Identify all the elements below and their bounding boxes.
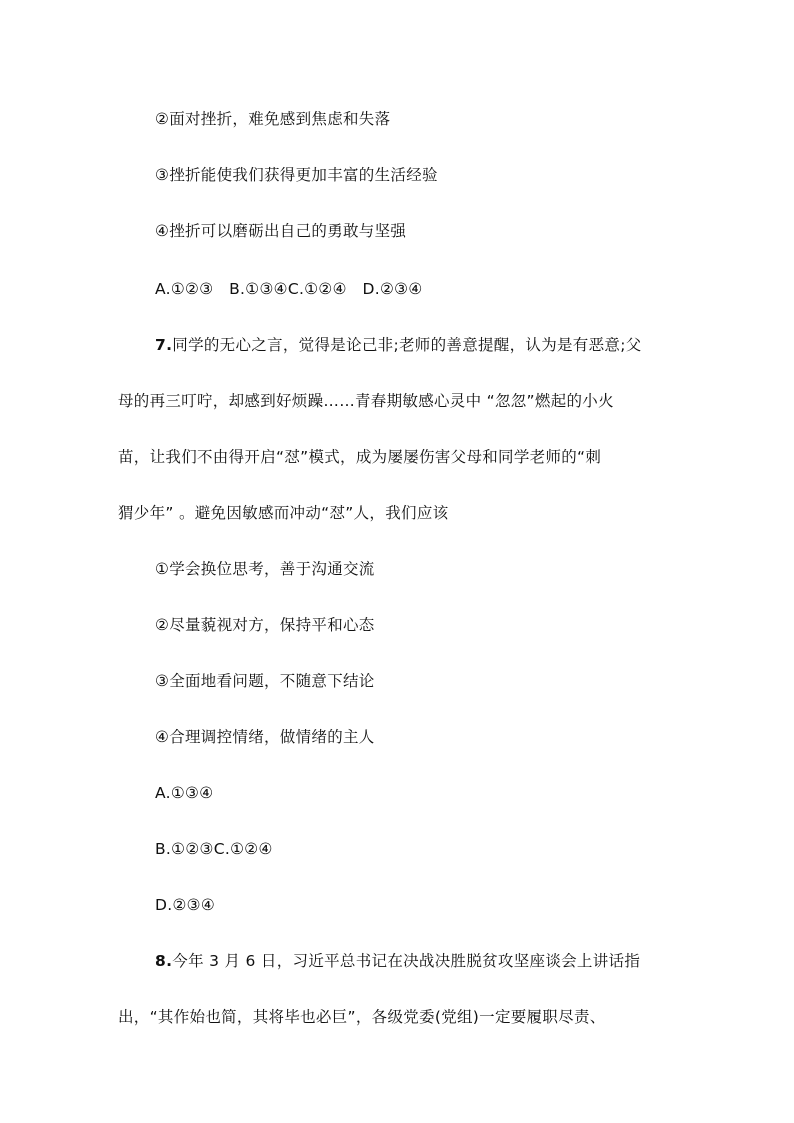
q7-number: 7.: [155, 336, 173, 354]
q7-answer-b-c: B.①②③C.①②④: [155, 840, 273, 858]
q7-stem-line-1-text: 同学的无心之言，觉得是论己非;老师的善意提醒，认为是有恶意;父: [172, 336, 642, 354]
q8-stem-line-1-text: 今年 3 月 6 日，习近平总书记在决战决胜脱贫攻坚座谈会上讲话指: [172, 952, 641, 970]
q7-stem-line-1: [155, 335, 642, 355]
q7-stem-line-3: 苗，让我们不由得开启“怼”模式，成为屡屡伤害父母和同学老师的“刺: [118, 448, 602, 466]
q8-number: 8.: [155, 952, 173, 970]
q7-option-4: ④合理调控情绪，做情绪的主人: [155, 728, 375, 746]
q6-option-2: ②面对挫折，难免感到焦虑和失落: [155, 110, 391, 128]
q8-stem-line-2: 出，“其作始也简，其将毕也必巨”，各级党委(党组)一定要履职尽责、: [118, 1008, 606, 1026]
q7-stem-line-4: 猬少年” 。避免因敏感而冲动“怼”人，我们应该: [118, 504, 449, 522]
q7-option-2: ②尽量藐视对方，保持平和心态: [155, 616, 375, 634]
q6-option-4: ④挫折可以磨砺出自己的勇敢与坚强: [155, 222, 407, 240]
q7-option-1: ①学会换位思考，善于沟通交流: [155, 560, 375, 578]
q7-answer-a: A.①③④: [155, 784, 214, 802]
q6-answer-choices: A.①②③ B.①③④C.①②④ D.②③④: [155, 280, 423, 298]
q7-option-3: ③全面地看问题，不随意下结论: [155, 672, 375, 690]
q6-option-3: ③挫折能使我们获得更加丰富的生活经验: [155, 166, 438, 184]
q7-answer-d: D.②③④: [155, 896, 216, 914]
q7-stem-line-2: 母的再三叮咛，却感到好烦躁……青春期敏感心灵中 “忽忽”燃起的小火: [118, 392, 614, 410]
q8-stem-line-1: [155, 951, 640, 971]
